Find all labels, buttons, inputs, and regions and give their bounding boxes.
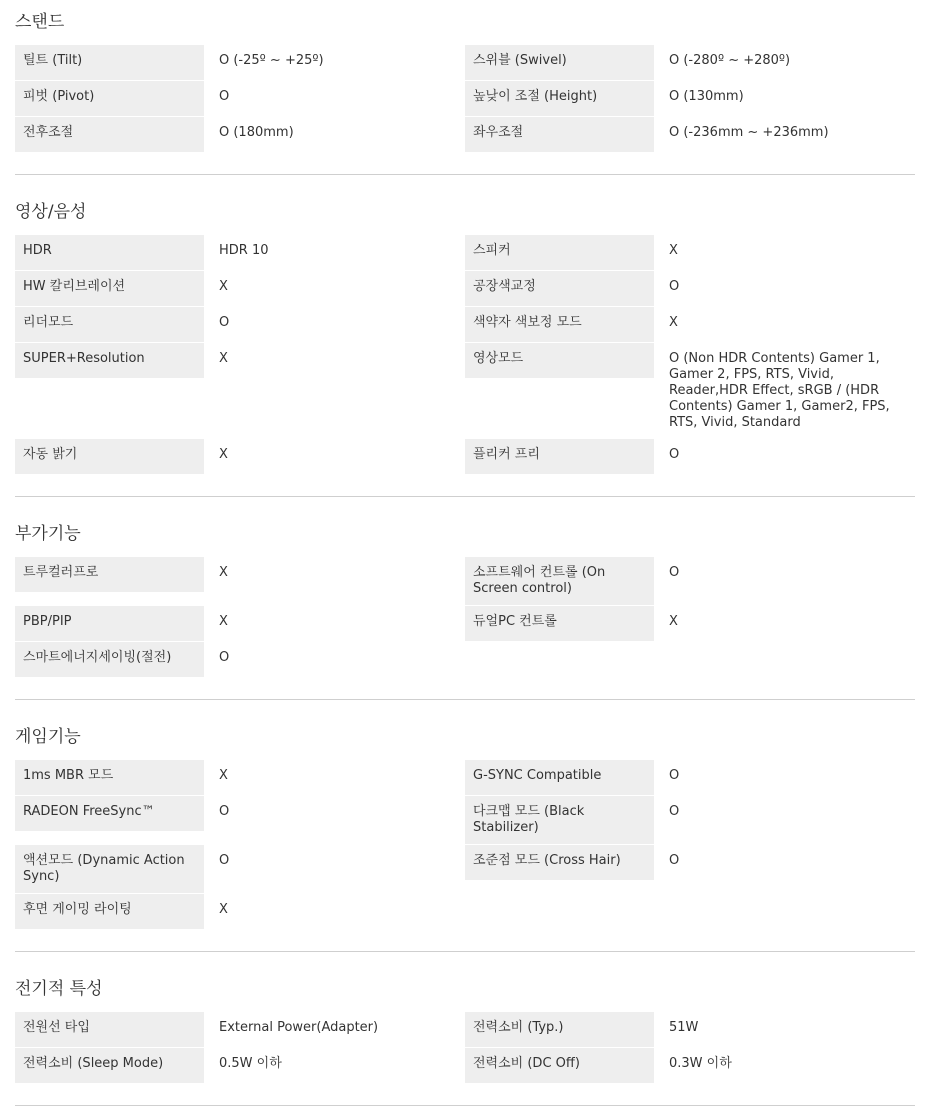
spec-value: O xyxy=(219,853,230,868)
spec-label: 액션모드 (Dynamic Action Sync) xyxy=(15,845,204,894)
spec-value: O xyxy=(669,804,680,819)
spec-item xyxy=(465,117,915,153)
spec-value: X xyxy=(219,614,228,629)
spec-item xyxy=(465,343,915,439)
spec-item xyxy=(15,117,465,153)
spec-label: 전력소비 (Sleep Mode) xyxy=(15,1048,204,1084)
spec-value: O xyxy=(219,804,230,819)
spec-label: 전력소비 (Typ.) xyxy=(465,1012,654,1048)
spec-item xyxy=(15,45,465,81)
spec-item xyxy=(15,1048,465,1084)
spec-value: X xyxy=(219,565,228,580)
spec-label: 리더모드 xyxy=(15,307,204,343)
spec-item xyxy=(465,271,915,307)
spec-item xyxy=(465,894,915,930)
spec-item xyxy=(15,271,465,307)
spec-item xyxy=(15,760,465,796)
spec-grid xyxy=(15,45,915,153)
spec-label: HDR xyxy=(15,235,204,271)
spec-label: 스위블 (Swivel) xyxy=(465,45,654,81)
spec-item xyxy=(15,343,465,439)
spec-label: 후면 게이밍 라이팅 xyxy=(15,894,204,930)
spec-item xyxy=(465,606,915,642)
spec-label: 피벗 (Pivot) xyxy=(15,81,204,117)
spec-section xyxy=(15,199,915,497)
spec-value: External Power(Adapter) xyxy=(219,1020,379,1035)
spec-value: O (-236mm ~ +236mm) xyxy=(669,125,829,140)
spec-item xyxy=(15,557,465,606)
spec-item xyxy=(465,760,915,796)
spec-grid xyxy=(15,1012,915,1084)
spec-value: O (-25º ~ +25º) xyxy=(219,53,324,68)
spec-item xyxy=(465,796,915,845)
spec-label: RADEON FreeSync™ xyxy=(15,796,204,832)
spec-item xyxy=(15,894,465,930)
spec-item xyxy=(465,81,915,117)
spec-value: O xyxy=(669,565,680,580)
spec-value: O xyxy=(669,279,680,294)
spec-grid xyxy=(15,235,915,475)
spec-item xyxy=(465,45,915,81)
spec-label: G-SYNC Compatible xyxy=(465,760,654,796)
section-title: 스탠드 xyxy=(15,12,65,32)
spec-value: O xyxy=(669,853,680,868)
spec-section xyxy=(15,521,915,700)
spec-label: 색약자 색보정 모드 xyxy=(465,307,654,343)
spec-value: 0.5W 이하 xyxy=(219,1056,282,1071)
spec-value: O (Non HDR Contents) Gamer 1, Gamer 2, FPS, RTS, Vivid, Reader,HDR Effect, sRGB / (HDR Contents) Gamer 1, Gamer2, FPS, RTS, Vivid, Standard xyxy=(669,351,890,430)
spec-section xyxy=(15,976,915,1106)
spec-label: 1ms MBR 모드 xyxy=(15,760,204,796)
spec-item xyxy=(465,235,915,271)
spec-value: X xyxy=(219,447,228,462)
spec-value: O (180mm) xyxy=(219,125,294,140)
spec-label: 전원선 타입 xyxy=(15,1012,204,1048)
section-title: 부가기능 xyxy=(15,524,81,544)
spec-label: HW 칼리브레이션 xyxy=(15,271,204,307)
spec-item xyxy=(465,439,915,475)
spec-value: HDR 10 xyxy=(219,243,269,258)
spec-label: 영상모드 xyxy=(465,343,654,379)
spec-value: O xyxy=(669,768,680,783)
spec-section xyxy=(15,9,915,175)
spec-item xyxy=(465,557,915,606)
spec-section xyxy=(15,724,915,952)
spec-grid xyxy=(15,760,915,930)
section-title: 전기적 특성 xyxy=(15,979,103,999)
spec-item xyxy=(15,81,465,117)
spec-item xyxy=(465,307,915,343)
spec-label: 자동 밝기 xyxy=(15,439,204,475)
spec-label: 좌우조절 xyxy=(465,117,654,153)
spec-label: PBP/PIP xyxy=(15,606,204,642)
spec-item xyxy=(15,845,465,894)
spec-label: 높낮이 조절 (Height) xyxy=(465,81,654,117)
section-title: 게임기능 xyxy=(15,727,81,747)
spec-label: 트루컬러프로 xyxy=(15,557,204,593)
spec-item xyxy=(15,235,465,271)
spec-label: 전후조절 xyxy=(15,117,204,153)
spec-value: O xyxy=(219,89,230,104)
spec-label: 듀얼PC 컨트롤 xyxy=(465,606,654,642)
spec-item xyxy=(465,845,915,894)
spec-value: X xyxy=(669,243,678,258)
spec-item xyxy=(15,606,465,642)
spec-value: X xyxy=(219,279,228,294)
spec-value: X xyxy=(219,768,228,783)
spec-item xyxy=(15,439,465,475)
spec-value: O xyxy=(219,315,230,330)
spec-label: 전력소비 (DC Off) xyxy=(465,1048,654,1084)
spec-value: X xyxy=(219,351,228,366)
spec-item xyxy=(465,642,915,678)
spec-value: X xyxy=(219,902,228,917)
spec-item xyxy=(465,1012,915,1048)
spec-item xyxy=(15,307,465,343)
spec-label: 조준점 모드 (Cross Hair) xyxy=(465,845,654,881)
spec-item xyxy=(15,642,465,678)
spec-value: O xyxy=(219,650,230,665)
spec-item xyxy=(465,1048,915,1084)
spec-value: X xyxy=(669,614,678,629)
spec-value: O xyxy=(669,447,680,462)
spec-label: 스피커 xyxy=(465,235,654,271)
section-title: 영상/음성 xyxy=(15,202,87,222)
spec-value: 51W xyxy=(669,1020,699,1035)
spec-item xyxy=(15,1012,465,1048)
spec-page xyxy=(15,0,915,1106)
spec-value: O (-280º ~ +280º) xyxy=(669,53,791,68)
spec-label: 공장색교정 xyxy=(465,271,654,307)
spec-label: 틸트 (Tilt) xyxy=(15,45,204,81)
spec-grid xyxy=(15,557,915,678)
spec-value: 0.3W 이하 xyxy=(669,1056,732,1071)
spec-label: 스마트에너지세이빙(절전) xyxy=(15,642,204,678)
spec-label: 소프트웨어 컨트롤 (On Screen control) xyxy=(465,557,654,606)
spec-label: 다크맵 모드 (Black Stabilizer) xyxy=(465,796,654,845)
spec-item xyxy=(15,796,465,845)
spec-value: X xyxy=(669,315,678,330)
spec-label: SUPER+Resolution xyxy=(15,343,204,379)
spec-value: O (130mm) xyxy=(669,89,744,104)
spec-label: 플리커 프리 xyxy=(465,439,654,475)
